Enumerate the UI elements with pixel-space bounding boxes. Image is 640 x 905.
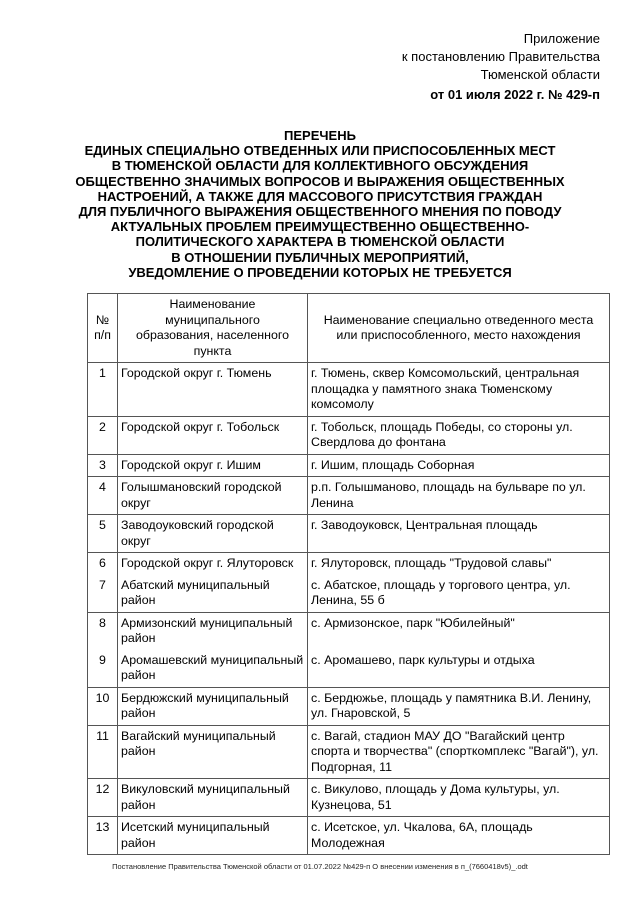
table-row bbox=[88, 416, 610, 454]
row-municipality: Исетский муниципальный район bbox=[118, 817, 308, 855]
table-row bbox=[88, 575, 610, 613]
row-municipality: Викуловский муниципальный район bbox=[118, 779, 308, 817]
table-row bbox=[88, 553, 610, 575]
title-line: НАСТРОЕНИЙ, А ТАКЖЕ ДЛЯ МАССОВОГО ПРИСУТСТВИЯ ГРАЖДАН bbox=[97, 188, 543, 204]
row-municipality: Заводоуковский городской округ bbox=[118, 515, 308, 553]
row-municipality: Аромашевский муниципальный район bbox=[118, 650, 308, 688]
header-municipality: Наименование муниципального образования, населенного пункта bbox=[118, 294, 308, 363]
row-place: с. Исетское, ул. Чкалова, 6А, площадь Молодежная bbox=[308, 817, 610, 855]
title-line: УВЕДОМЛЕНИЕ О ПРОВЕДЕНИИ КОТОРЫХ НЕ ТРЕБУЕТСЯ bbox=[128, 264, 512, 280]
row-number: 1 bbox=[88, 363, 118, 417]
row-municipality: Вагайский муниципальный район bbox=[118, 725, 308, 779]
annex-decree-ref: к постановлению Правительства bbox=[401, 49, 600, 64]
row-municipality: Голышмановский городской округ bbox=[118, 477, 308, 515]
row-number: 8 bbox=[88, 612, 118, 650]
document-title bbox=[60, 128, 580, 280]
annex-header bbox=[330, 30, 600, 104]
row-number: 7 bbox=[88, 575, 118, 613]
row-number: 3 bbox=[88, 454, 118, 477]
title-line: В ТЮМЕНСКОЙ ОБЛАСТИ ДЛЯ КОЛЛЕКТИВНОГО ОБСУЖДЕНИЯ bbox=[111, 158, 529, 174]
row-place: г. Заводоуковск, Центральная площадь bbox=[308, 515, 610, 553]
row-place: г. Тюмень, сквер Комсомольский, центральная площадка у памятного знака Тюменскому комсомолу bbox=[308, 363, 610, 417]
title-line: ПЕРЕЧЕНЬ bbox=[284, 128, 356, 143]
header-number: № п/п bbox=[88, 294, 118, 363]
row-municipality: Бердюжский муниципальный район bbox=[118, 687, 308, 725]
row-municipality: Городской округ г. Тюмень bbox=[118, 363, 308, 417]
title-line: ДЛЯ ПУБЛИЧНОГО ВЫРАЖЕНИЯ ОБЩЕСТВЕННОГО МНЕНИЯ ПО ПОВОДУ bbox=[78, 204, 562, 220]
row-place: с. Викулово, площадь у Дома культуры, ул. Кузнецова, 51 bbox=[308, 779, 610, 817]
table-header-row bbox=[88, 294, 610, 363]
row-place: с. Армизонское, парк "Юбилейный" bbox=[308, 612, 610, 650]
title-line: ЕДИНЫХ СПЕЦИАЛЬНО ОТВЕДЕННЫХ ИЛИ ПРИСПОСОБЛЕННЫХ МЕСТ bbox=[84, 143, 556, 159]
table-row bbox=[88, 454, 610, 477]
row-municipality: Городской округ г. Ялуторовск bbox=[118, 553, 308, 575]
row-place: г. Ялуторовск, площадь "Трудовой славы" bbox=[308, 553, 610, 575]
table-row bbox=[88, 650, 610, 688]
row-number: 6 bbox=[88, 553, 118, 575]
table-row bbox=[88, 612, 610, 650]
row-place: г. Ишим, площадь Соборная bbox=[308, 454, 610, 477]
row-place: с. Абатское, площадь у торгового центра, ул. Ленина, 55 б bbox=[308, 575, 610, 613]
table-row bbox=[88, 515, 610, 553]
row-municipality: Городской округ г. Тобольск bbox=[118, 416, 308, 454]
table-row bbox=[88, 779, 610, 817]
header-place: Наименование специально отведенного места или приспособленного, место нахождения bbox=[308, 294, 610, 363]
row-number: 4 bbox=[88, 477, 118, 515]
row-place: с. Вагай, стадион МАУ ДО "Вагайский центр спорта и творчества" (спорткомплекс "Вагай"), ул. Подгорная, 11 bbox=[308, 725, 610, 779]
row-place: с. Аромашево, парк культуры и отдыха bbox=[308, 650, 610, 688]
annex-label: Приложение bbox=[523, 31, 600, 46]
title-line: ПОЛИТИЧЕСКОГО ХАРАКТЕРА В ТЮМЕНСКОЙ ОБЛАСТИ bbox=[135, 234, 505, 250]
places-table bbox=[87, 293, 610, 855]
row-number: 2 bbox=[88, 416, 118, 454]
document-footer: Постановление Правительства Тюменской области от 01.07.2022 №429-п О внесении изменения в п_(7660418v5)_.odt bbox=[112, 862, 528, 871]
title-line: В ОТНОШЕНИИ ПУБЛИЧНЫХ МЕРОПРИЯТИЙ, bbox=[171, 249, 469, 265]
row-number: 11 bbox=[88, 725, 118, 779]
row-number: 12 bbox=[88, 779, 118, 817]
row-number: 13 bbox=[88, 817, 118, 855]
row-municipality: Городской округ г. Ишим bbox=[118, 454, 308, 477]
table-row bbox=[88, 687, 610, 725]
row-municipality: Абатский муниципальный район bbox=[118, 575, 308, 613]
table-row bbox=[88, 477, 610, 515]
table-row bbox=[88, 725, 610, 779]
row-place: г. Тобольск, площадь Победы, со стороны ул. Свердлова до фонтана bbox=[308, 416, 610, 454]
row-place: с. Бердюжье, площадь у памятника В.И. Ленину, ул. Гнаровской, 5 bbox=[308, 687, 610, 725]
row-place: р.п. Голышманово, площадь на бульваре по ул. Ленина bbox=[308, 477, 610, 515]
row-municipality: Армизонский муниципальный район bbox=[118, 612, 308, 650]
annex-region: Тюменской области bbox=[480, 67, 600, 82]
table-row bbox=[88, 363, 610, 417]
table-row bbox=[88, 817, 610, 855]
annex-decree-date: от 01 июля 2022 г. № 429-п bbox=[430, 87, 600, 102]
title-line: ОБЩЕСТВЕННО ЗНАЧИМЫХ ВОПРОСОВ И ВЫРАЖЕНИЯ ОБЩЕСТВЕННЫХ bbox=[75, 173, 565, 189]
title-line: АКТУАЛЬНЫХ ПРОБЛЕМ ПРЕИМУЩЕСТВЕННО ОБЩЕСТВЕННО- bbox=[110, 219, 530, 235]
row-number: 10 bbox=[88, 687, 118, 725]
row-number: 9 bbox=[88, 650, 118, 688]
row-number: 5 bbox=[88, 515, 118, 553]
